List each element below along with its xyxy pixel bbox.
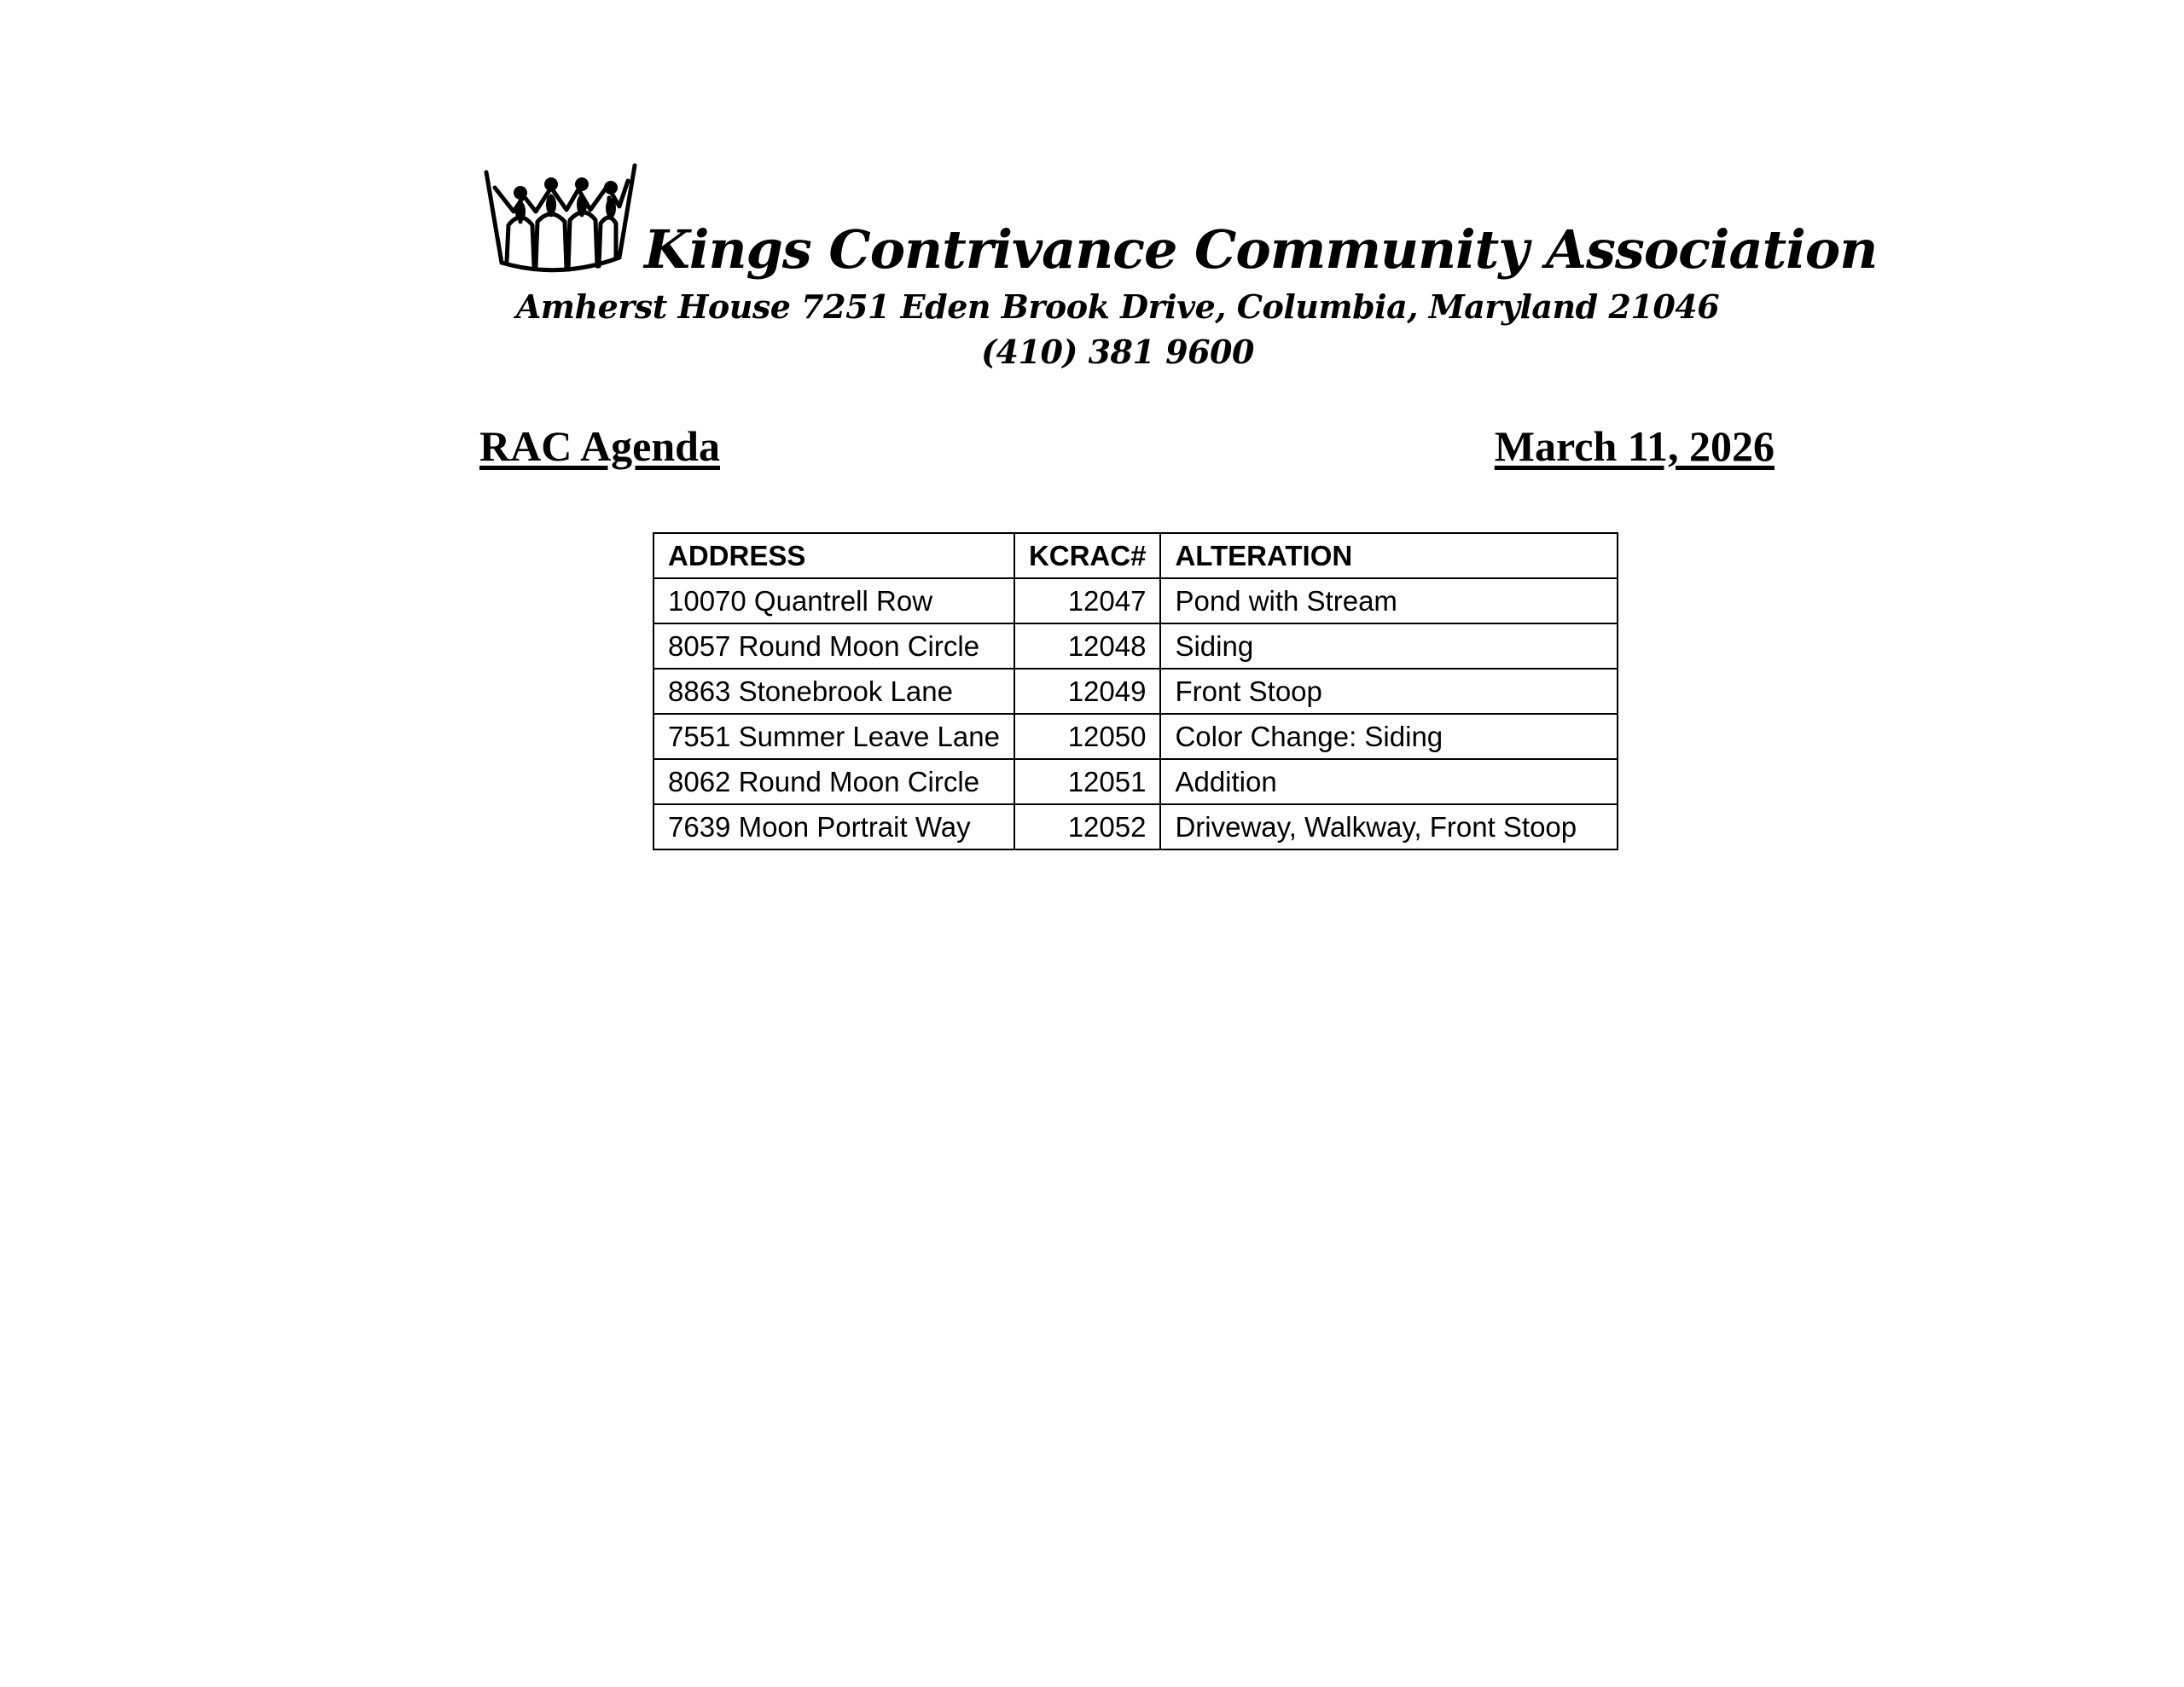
cell-alteration: Front Stoop [1160,669,1618,714]
cell-alteration: Siding [1160,623,1618,669]
cell-kcrac: 12049 [1014,669,1161,714]
table-row [653,669,1618,714]
cell-kcrac: 12050 [1014,714,1161,759]
cell-kcrac: 12048 [1014,623,1161,669]
column-header-alteration: ALTERATION [1160,533,1618,578]
cell-kcrac: 12052 [1014,804,1161,849]
cell-address: 8863 Stonebrook Lane [653,669,1014,714]
cell-address: 10070 Quantrell Row [653,578,1014,623]
cell-address: 8062 Round Moon Circle [653,759,1014,804]
column-header-kcrac: KCRAC# [1014,533,1161,578]
cell-address: 7639 Moon Portrait Way [653,804,1014,849]
cell-alteration: Pond with Stream [1160,578,1618,623]
cell-address: 8057 Round Moon Circle [653,623,1014,669]
organization-phone: (410) 381 9600 [981,333,1254,371]
agenda-table [653,532,1618,850]
cell-alteration: Driveway, Walkway, Front Stoop [1160,804,1618,849]
cell-alteration: Color Change: Siding [1160,714,1618,759]
cell-alteration: Addition [1160,759,1618,804]
table-row [653,759,1618,804]
agenda-title: RAC Agenda [479,422,720,470]
table-header-row [653,533,1618,578]
column-header-address: ADDRESS [653,533,1014,578]
organization-address: Amherst House 7251 Eden Brook Drive, Columbia, Maryland 21046 [515,287,1720,326]
agenda-date: March 11, 2026 [1494,422,1774,470]
cell-kcrac: 12047 [1014,578,1161,623]
table-row [653,623,1618,669]
cell-kcrac: 12051 [1014,759,1161,804]
crown-of-people-icon [483,162,638,278]
organization-name: Kings Contrivance Community Association [644,218,1878,281]
table-row [653,714,1618,759]
table-row [653,804,1618,849]
table-row [653,578,1618,623]
cell-address: 7551 Summer Leave Lane [653,714,1014,759]
